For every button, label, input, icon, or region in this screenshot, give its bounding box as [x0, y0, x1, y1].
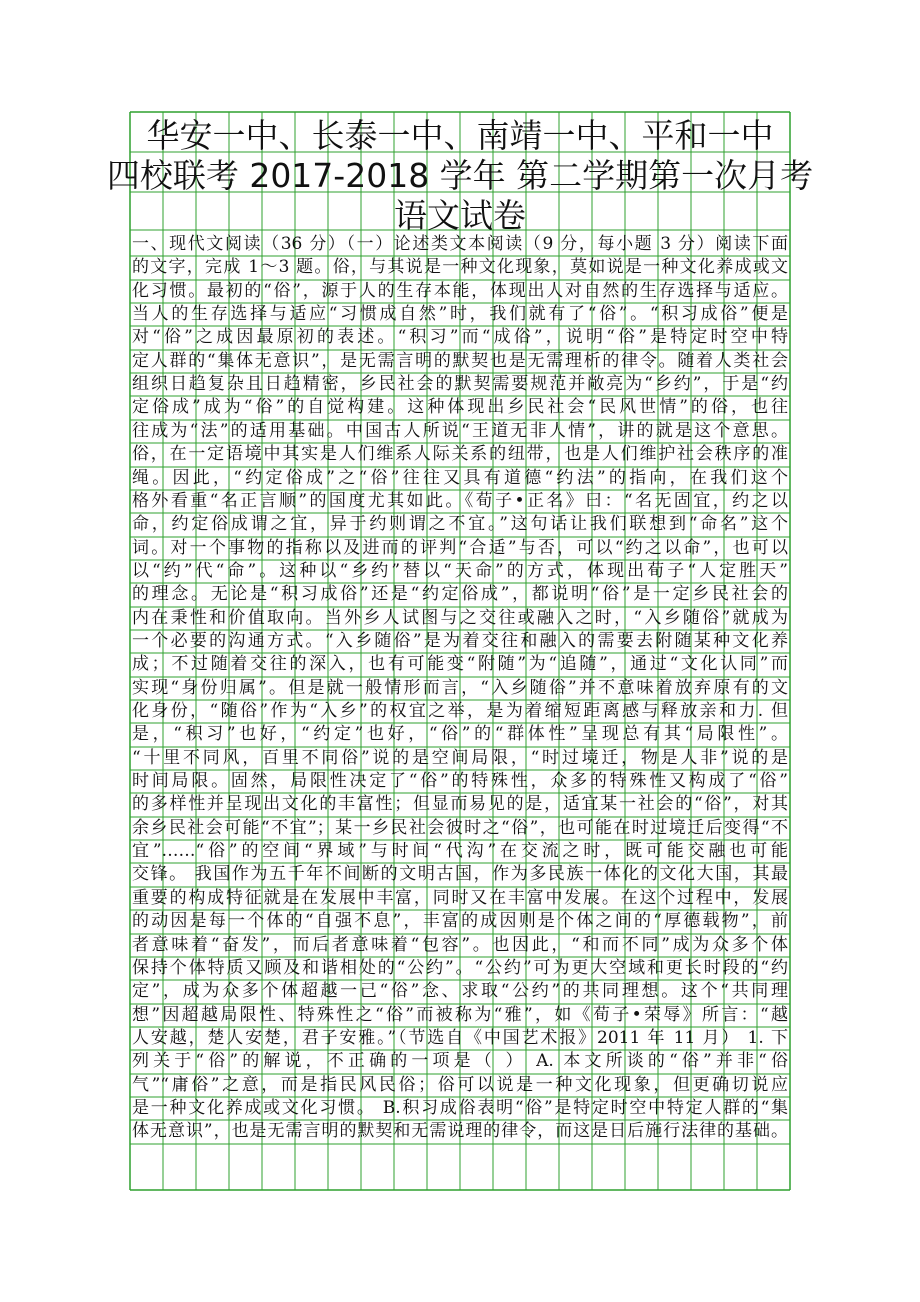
passage-line: 人安越，楚人安楚，君子安雅。”（节选自《中国艺术报》2011 年 11 月） 1. 下 — [132, 1027, 788, 1048]
passage-line: 化身份，“随俗”作为“入乡”的权宜之举，是为着缩短距离感与释放亲和力. 但 — [132, 701, 788, 721]
passage-line: 格外看重“名正言顺”的国度尤其如此。《荀子•正名》曰：“名无固宜，约之以 — [132, 490, 788, 511]
title-line: 四校联考 2017-2018 学年 第二学期第一次月考 — [106, 156, 814, 195]
passage-line: 成；不过随着交往的深入，也有可能变“附随”为“追随”，通过“文化认同”而 — [132, 654, 788, 675]
passage-line: 时间局限。固然，局限性决定了“俗”的特殊性，众多的特殊性又构成了“俗” — [132, 771, 788, 792]
passage-line: 定俗成”成为“俗”的自觉构建。这种体现出乡民社会“民风世情”的俗，也往 — [132, 397, 788, 418]
passage-line: 是一种文化养成或文化习惯。 B.积习成俗表明“俗”是特定时空中特定人群的“集 — [132, 1097, 788, 1118]
passage-line: 一、现代文阅读（36 分）（一）论述类文本阅读（9 分，每小题 3 分）阅读下面 — [132, 234, 788, 254]
passage-line: 绳。因此，“约定俗成”之“俗”往往又具有道德“约法”的指向，在我们这个 — [132, 467, 788, 488]
passage-line: 词。对一个事物的指称以及进而的评判“合适”与否，可以“约之以命”，也可以 — [132, 537, 788, 558]
passage-line: 定人群的“集体无意识”，是无需言明的默契也是无需理析的律令。随着人类社会 — [132, 350, 788, 371]
passage-line: 的动因是每一个体的“自强不息”，丰富的成因则是个体之间的“厚德载物”，前 — [132, 911, 788, 932]
passage-line: 的多样性并呈现出文化的丰富性；但显而易见的是，适宜某一社会的“俗”，对其 — [132, 794, 788, 815]
passage-line: 内在秉性和价值取向。当外乡人试图与之交往或融入之时，“入乡随俗”就成为 — [132, 607, 788, 628]
passage-line: 余乡民社会可能“不宜”；某一乡民社会彼时之“俗”，也可能在时过境迁后变得“不 — [132, 817, 788, 838]
passage-line: 定”，成为众多个体超越一己“俗”念、求取“公约”的共同理想。这个“共同理 — [132, 981, 788, 1002]
passage-line: 命，约定俗成谓之宜，异于约则谓之不宜。”这句话让我们联想到“命名”这个 — [132, 514, 788, 535]
title-line: 语文试卷 — [394, 196, 526, 235]
passage-line: 对“俗”之成因最原初的表述。“积习”而“成俗”，说明“俗”是特定时空中特 — [132, 327, 788, 348]
passage-line: 俗，在一定语境中其实是人们维系人际关系的纽带，也是人们维护社会秩序的准 — [132, 444, 788, 465]
passage-line: 想”因超越局限性、特殊性之“俗”而被称为“雅”，如《荀子•荣辱》所言：“越 — [132, 1004, 788, 1025]
passage-line: 化习惯。最初的“俗”，源于人的生存本能，体现出人对自然的生存选择与适应。 — [132, 280, 788, 301]
passage-line: 宜”……“俗”的空间“界域”与时间“代沟”在交流之时，既可能交融也可能 — [132, 841, 788, 862]
passage-line: 的文字，完成 1～3 题。俗，与其说是一种文化现象，莫如说是一种文化养成或文 — [132, 257, 788, 278]
passage-line: 是，“积习”也好，“约定”也好，“俗”的“群体性”呈现总有其“局限性”。 — [132, 724, 788, 745]
passage-line: 组织日趋复杂且日趋精密，乡民社会的默契需要规范并敞亮为“乡约”，于是“约 — [132, 374, 788, 395]
passage-line: 交锋。 我国作为五千年不间断的文明古国，作为多民族一体化的文化大国，其最 — [132, 864, 788, 885]
passage-line: 的理念。无论是“积习成俗”还是“约定俗成”，都说明“俗”是一定乡民社会的 — [132, 584, 788, 605]
passage-line: “十里不同风，百里不同俗”说的是空间局限，“时过境迁，物是人非”说的是 — [132, 747, 788, 768]
passage-line: 气”“庸俗”之意，而是指民风民俗；俗可以说是一种文化现象，但更确切说应 — [132, 1074, 788, 1095]
passage-line: 实现“身份归属”。但是就一般情形而言，“入乡随俗”并不意味着放弃原有的文 — [132, 677, 788, 698]
passage-line: 体无意识”，也是无需言明的默契和无需说理的律令，而这是日后施行法律的基础。 — [132, 1121, 788, 1142]
passage-line: 一个必要的沟通方式。“入乡随俗”是为着交往和融入的需要去附随某种文化养 — [132, 630, 788, 651]
passage-line: 保持个体特质又顾及和谐相处的“公约”。“公约”可为更大空域和更长时段的“约 — [132, 957, 788, 978]
passage-line: 以“约”代“命”。这种以“乡约”替以“天命”的方式，体现出荀子“人定胜天” — [132, 560, 788, 581]
passage-line: 往成为“法”的适用基础。中国古人所说“王道无非人情”，讲的就是这个意思。 — [132, 420, 788, 441]
title-line: 华安一中、长泰一中、南靖一中、平和一中 — [146, 116, 774, 155]
passage-line: 重要的构成特征就是在发展中丰富，同时又在丰富中发展。在这个过程中，发展 — [132, 887, 788, 908]
passage-line: 当人的生存选择与适应“习惯成自然”时，我们就有了“俗”。“积习成俗”便是 — [132, 304, 788, 325]
passage-line: 者意味着“奋发”，而后者意味着“包容”。也因此，“和而不同”成为众多个体 — [132, 934, 788, 955]
passage-line: 列关于“俗”的解说，不正确的一项是（ ） A. 本文所谈的“俗”并非“俗 — [132, 1051, 788, 1072]
